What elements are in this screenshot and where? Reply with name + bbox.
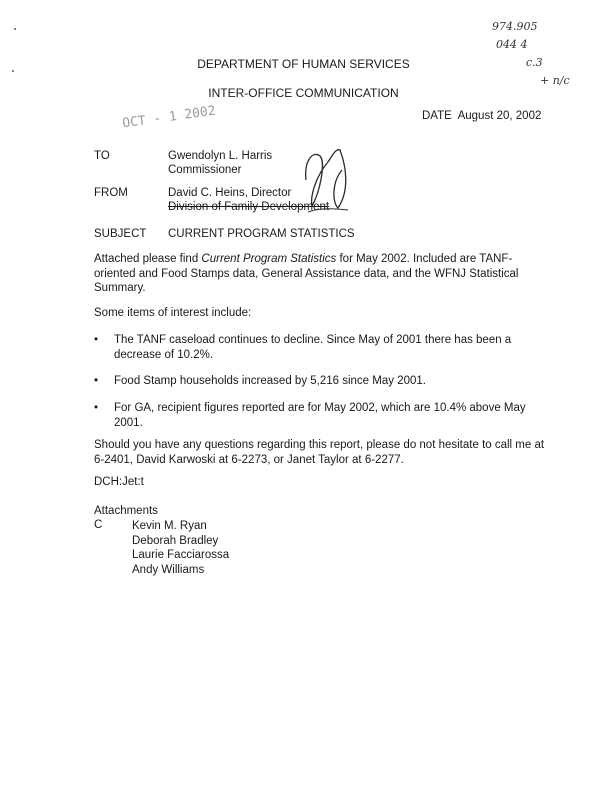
intro-line-1: Attached please find Current Program Statistics for May 2002. Included are TANF- (94, 253, 513, 265)
report-title-italic: Current Program Statistics (201, 253, 337, 265)
handwritten-initials-signature (298, 142, 358, 217)
bullet-item: • The TANF caseload continues to decline. Since May of 2001 there has been a decrease of 10.2%. (94, 334, 512, 361)
date-line (422, 110, 541, 122)
cc-list (132, 519, 229, 577)
department-heading: DEPARTMENT OF HUMAN SERVICES (197, 57, 410, 71)
to-title: Commissioner (168, 164, 242, 176)
subject-label: SUBJECT (94, 228, 147, 240)
handwritten-note: 044 4 (496, 38, 528, 51)
closing-paragraph: Should you have any questions regarding this report, please do not hesitate to call me at 6-2401, David Karwoski at 6-2273, or Janet Taylor at 6-2277. (94, 439, 545, 466)
bullet-dot: • (94, 375, 99, 387)
cc-recipient: Laurie Facciarossa (132, 549, 230, 561)
handwritten-note: c.3 (526, 56, 543, 69)
handwritten-note: + n/c (540, 74, 570, 87)
cc-recipient: Deborah Bradley (132, 534, 219, 547)
intro-paragraph (94, 252, 564, 296)
subject-value: CURRENT PROGRAM STATISTICS (168, 228, 355, 240)
interest-intro: Some items of interest include: (94, 307, 252, 319)
attachments-label: Attachments (94, 505, 158, 517)
communication-heading: INTER-OFFICE COMMUNICATION (208, 86, 399, 100)
from-division: Division of Family Development (168, 201, 330, 213)
bullet-dot: • (94, 334, 99, 346)
cc-recipient: Kevin M. Ryan (132, 520, 207, 532)
cc-recipient: Andy Williams (132, 563, 205, 576)
date-value: August 20, 2002 (457, 110, 542, 122)
bullet-item: • For GA, recipient figures reported are for May 2002, which are 10.4% above May 2001. (94, 402, 526, 429)
handwritten-note: 974.905 (492, 20, 538, 33)
intro-line-2: oriented and Food Stamps data, General Assistance data, and the WFNJ Statistical (94, 267, 519, 280)
from-name: David C. Heins, Director (168, 187, 292, 199)
intro-line-3: Summary. (94, 282, 146, 294)
bullet-dot: • (94, 402, 99, 414)
bullet-item: • Food Stamp households increased by 5,216 since May 2001. (94, 375, 426, 387)
to-label: TO (94, 150, 110, 162)
date-label: DATE (422, 110, 452, 122)
received-date-stamp: OCT - 1 2002 (121, 103, 217, 132)
scan-speck (14, 28, 16, 30)
cc-label: C (94, 519, 103, 531)
typist-initials: DCH:Jet:t (94, 476, 144, 488)
from-label: FROM (94, 187, 128, 199)
to-name: Gwendolyn L. Harris (168, 150, 273, 162)
